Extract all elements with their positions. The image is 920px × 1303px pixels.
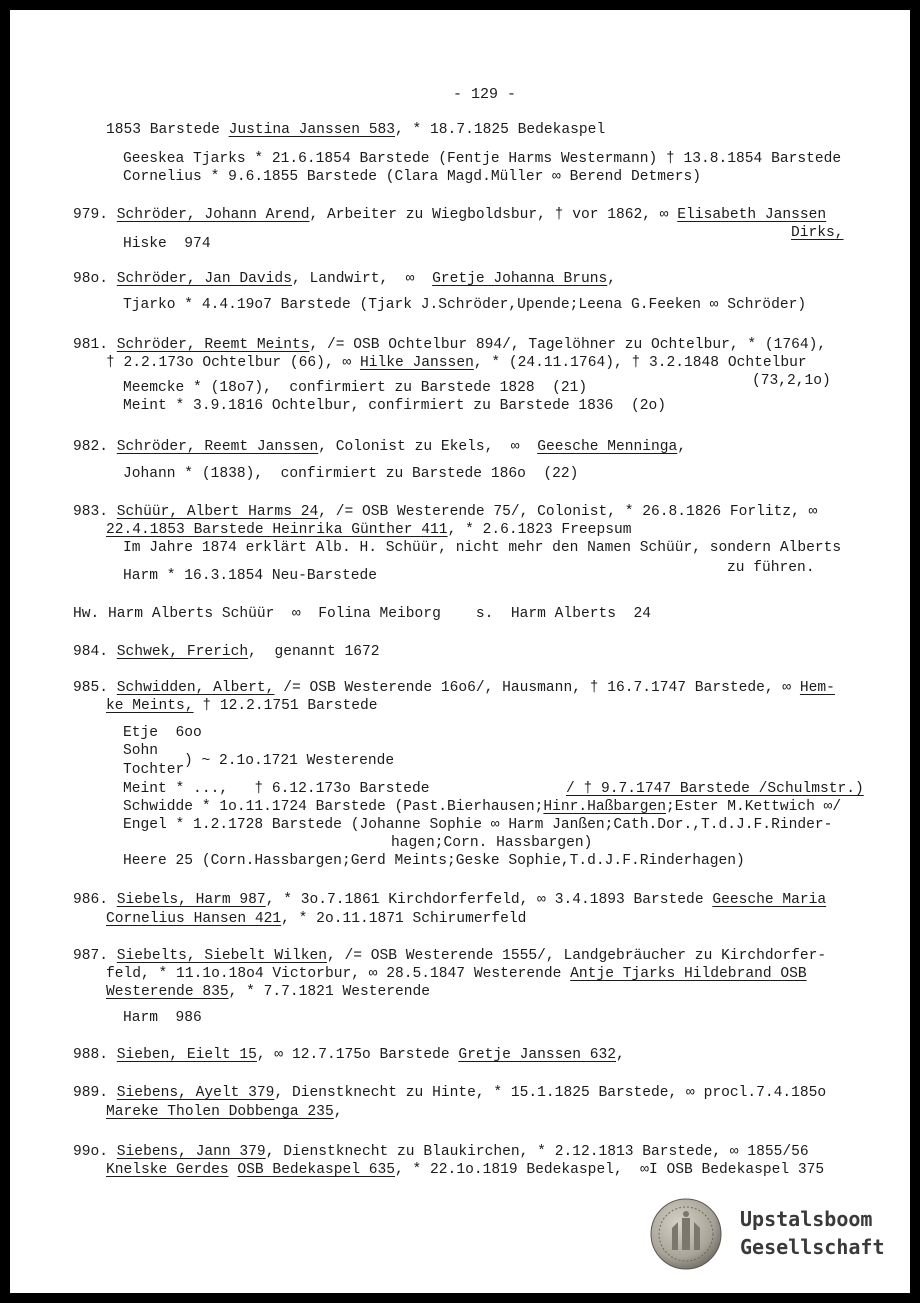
text-segment: Sohn (123, 743, 159, 759)
text-segment: , * 7.7.1821 Westerende (228, 984, 431, 1000)
underlined-name: Schröder, Jan Davids (116, 271, 292, 287)
text-line (73, 947, 826, 965)
text-segment: Harm * 16.3.1854 Neu-Barstede (123, 568, 377, 584)
text-segment: 99o. (73, 1144, 117, 1160)
underlined-name: Hinr.Haßbargen (543, 799, 666, 815)
text-segment: hagen;Corn. Hassbargen) (391, 835, 593, 851)
text-line (123, 397, 666, 415)
text-line (73, 336, 826, 354)
text-line (123, 816, 832, 834)
underlined-name: Gretje Johanna Bruns (432, 271, 608, 287)
underlined-name: Schröder, Reemt Meints (116, 337, 310, 353)
text-line (73, 206, 826, 224)
text-segment: Tjarko * 4.4.19o7 Barstede (Tjark J.Schröder,Upende;Leena G.Feeken ∞ Schröder) (123, 297, 807, 313)
underlined-name: OSB Bedekaspel 635 (237, 1162, 396, 1178)
text-segment: feld, * 11.1o.18o4 Victorbur, ∞ 28.5.1847 Westerende (106, 966, 571, 982)
text-segment: Hiske 974 (123, 236, 211, 252)
text-segment: , * 2.6.1823 Freepsum (447, 522, 632, 538)
text-segment: 979. (73, 207, 117, 223)
document-page (10, 10, 910, 1293)
text-line (106, 983, 430, 1001)
text-line (791, 224, 844, 242)
text-segment: , * 3o.7.1861 Kirchdorferfeld, ∞ 3.4.1893 Barstede (265, 892, 713, 908)
text-segment: 983. (73, 504, 117, 520)
text-segment: † 2.2.173o Ochtelbur (66), ∞ (106, 355, 360, 371)
text-line (73, 891, 826, 909)
text-segment: , Dienstknecht zu Hinte, * 15.1.1825 Barstede, ∞ procl.7.4.185o (274, 1085, 827, 1101)
underlined-name: Cornelius Hansen 421 (106, 911, 282, 927)
text-line (106, 697, 378, 715)
underlined-name: Siebels, Harm 987 (116, 892, 266, 908)
underlined-name: Siebens, Ayelt 379 (116, 1085, 275, 1101)
text-segment: , * 22.1o.1819 Bedekaspel, ∞I OSB Bedekaspel 375 (395, 1162, 825, 1178)
text-line (123, 150, 841, 168)
text-segment: 985. (73, 680, 117, 696)
text-line (106, 521, 631, 539)
text-line (106, 121, 605, 139)
underlined-name: Schröder, Johann Arend (116, 207, 310, 223)
text-line (73, 270, 616, 288)
text-segment: , (607, 271, 616, 287)
text-segment: ) ~ 2.1o.1721 Westerende (184, 753, 395, 769)
text-line (123, 761, 184, 779)
text-line (123, 296, 806, 314)
text-line (73, 605, 651, 623)
text-segment: Meint * ..., † 6.12.173o Barstede (123, 781, 430, 797)
text-segment: Hw. Harm Alberts Schüür ∞ Folina Meiborg s. Harm Alberts 24 (73, 606, 652, 622)
text-line (123, 168, 701, 186)
underlined-name: ke Meints, (106, 698, 194, 714)
text-line (73, 1084, 826, 1102)
text-line (123, 742, 158, 760)
underlined-name: Mareke Tholen Dobbenga 235 (106, 1104, 334, 1120)
underlined-name: Siebens, Jann 379 (116, 1144, 266, 1160)
text-line (123, 539, 841, 557)
text-line (727, 559, 815, 577)
text-segment: , (333, 1104, 343, 1120)
text-segment: 989. (73, 1085, 117, 1101)
underlined-name: Schröder, Reemt Janssen (116, 439, 319, 455)
society-logo-text (740, 1205, 885, 1261)
text-line (73, 679, 835, 697)
text-segment: 981. (73, 337, 117, 353)
text-line (106, 1161, 824, 1179)
text-segment: Harm 986 (123, 1010, 202, 1026)
underlined-name: Sieben, Eielt 15 (116, 1047, 257, 1063)
underlined-name: Hem- (799, 680, 835, 696)
underlined-name: Geesche Maria (712, 892, 827, 908)
logo-line-2: Gesellschaft (740, 1235, 885, 1259)
text-segment: Etje 6oo (123, 725, 202, 741)
underlined-name: Siebelts, Siebelt Wilken (116, 948, 327, 964)
underlined-name: 22.4.1853 Barstede (106, 522, 273, 538)
text-line (184, 752, 394, 770)
text-segment: , genannt 1672 (248, 644, 380, 660)
text-line (73, 1046, 625, 1064)
underlined-name: Justina Janssen 583 (228, 122, 396, 138)
text-segment: /= OSB Westerende 16o6/, Hausmann, † 16.7.1747 Barstede, ∞ (274, 680, 800, 696)
text-line (391, 834, 592, 852)
text-segment: , Landwirt, ∞ (291, 271, 433, 287)
underlined-name: Geesche Menninga (537, 439, 678, 455)
text-segment: Tochter (123, 762, 185, 778)
text-segment: Engel * 1.2.1728 Barstede (Johanne Sophie ∞ Harm Janßen;Cath.Dor.,T.d.J.F.Rinder- (123, 817, 833, 833)
text-segment: 988. (73, 1047, 117, 1063)
underlined-name: / † 9.7.1747 Barstede /Schulmstr.) (566, 781, 864, 797)
text-segment: zu führen. (727, 560, 815, 576)
text-segment: Schwidde * 1o.11.1724 Barstede (Past.Bierhausen; (123, 799, 544, 815)
text-segment: 982. (73, 439, 117, 455)
text-line (73, 438, 686, 456)
text-segment: 1853 Barstede (106, 122, 229, 138)
text-segment: , * (24.11.1764), † 3.2.1848 Ochtelbur (473, 355, 807, 371)
text-line (123, 724, 202, 742)
text-segment: 98o. (73, 271, 117, 287)
text-line (73, 643, 380, 661)
seal-icon (650, 1198, 722, 1270)
text-segment: 987. (73, 948, 117, 964)
underlined-name: Gretje Janssen 632 (458, 1047, 616, 1063)
underlined-name: Hilke Janssen (359, 355, 474, 371)
text-segment: ;Ester M.Kettwich ∞/ (665, 799, 842, 815)
text-segment: , * 2o.11.1871 Schirumerfeld (281, 911, 527, 927)
text-segment: 984. (73, 644, 117, 660)
text-segment: Cornelius * 9.6.1855 Barstede (Clara Magd.Müller ∞ Berend Detmers) (123, 169, 702, 185)
text-line (752, 372, 831, 390)
text-segment: Im Jahre 1874 erklärt Alb. H. Schüür, nicht mehr den Namen Schüür, sondern Alberts (123, 540, 842, 556)
text-line (123, 379, 587, 397)
text-line (106, 354, 807, 372)
text-line (123, 780, 430, 798)
text-line (106, 965, 807, 983)
text-line (106, 1103, 342, 1121)
text-line (123, 567, 377, 585)
text-segment: Geeskea Tjarks * 21.6.1854 Barstede (Fentje Harms Westermann) † 13.8.1854 Barstede (123, 151, 842, 167)
text-segment: 986. (73, 892, 117, 908)
underlined-name: Elisabeth Janssen (677, 207, 827, 223)
text-segment: (73,2,1o) (752, 373, 831, 389)
text-line (123, 798, 841, 816)
underlined-name: Antje Tjarks Hildebrand OSB (570, 966, 807, 982)
text-segment: Heere 25 (Corn.Hassbargen;Gerd Meints;Geske Sophie,T.d.J.F.Rinderhagen) (123, 853, 745, 869)
text-segment: , /= OSB Ochtelbur 894/, Tagelöhner zu Ochtelbur, * (1764), (309, 337, 827, 353)
text-segment: , (677, 439, 687, 455)
text-line (123, 1009, 202, 1027)
logo-line-1: Upstalsboom (740, 1207, 873, 1231)
text-line (123, 852, 745, 870)
text-segment: Meint * 3.9.1816 Ochtelbur, confirmiert zu Barstede 1836 (2o) (123, 398, 666, 414)
text-segment: , Dienstknecht zu Blaukirchen, * 2.12.1813 Barstede, ∞ 1855/56 (265, 1144, 809, 1160)
text-line (106, 910, 526, 928)
text-line (123, 235, 211, 253)
text-line (73, 1143, 809, 1161)
underlined-name: Schwidden, Albert, (116, 680, 275, 696)
text-segment: , ∞ 12.7.175o Barstede (256, 1047, 459, 1063)
text-segment: , (616, 1047, 625, 1063)
underlined-name: Schwek, Frerich (116, 644, 249, 660)
text-segment: , * 18.7.1825 Bedekaspel (395, 122, 606, 138)
text-segment: † 12.2.1751 Barstede (193, 698, 378, 714)
underlined-name: Schüür, Albert Harms 24 (116, 504, 319, 520)
page-number: - 129 - (453, 86, 517, 103)
text-segment: Meemcke * (18o7), confirmiert zu Barstede 1828 (21) (123, 380, 588, 396)
text-segment: , /= OSB Westerende 1555/, Landgebräucher zu Kirchdorfer- (326, 948, 827, 964)
text-segment: , Colonist zu Ekels, ∞ (318, 439, 538, 455)
underlined-name: Westerende 835 (106, 984, 229, 1000)
text-line (566, 780, 864, 798)
text-segment: Johann * (1838), confirmiert zu Barstede 186o (22) (123, 466, 579, 482)
text-segment: , /= OSB Westerende 75/, Colonist, * 26.8.1826 Forlitz, ∞ (318, 504, 818, 520)
underlined-name: Knelske Gerdes (106, 1162, 229, 1178)
underlined-name: Heinrika Günther 411 (272, 522, 448, 538)
underlined-name: Dirks, (791, 225, 844, 241)
text-line (123, 465, 578, 483)
text-segment: , Arbeiter zu Wiegboldsbur, † vor 1862, ∞ (309, 207, 678, 223)
text-line (73, 503, 817, 521)
